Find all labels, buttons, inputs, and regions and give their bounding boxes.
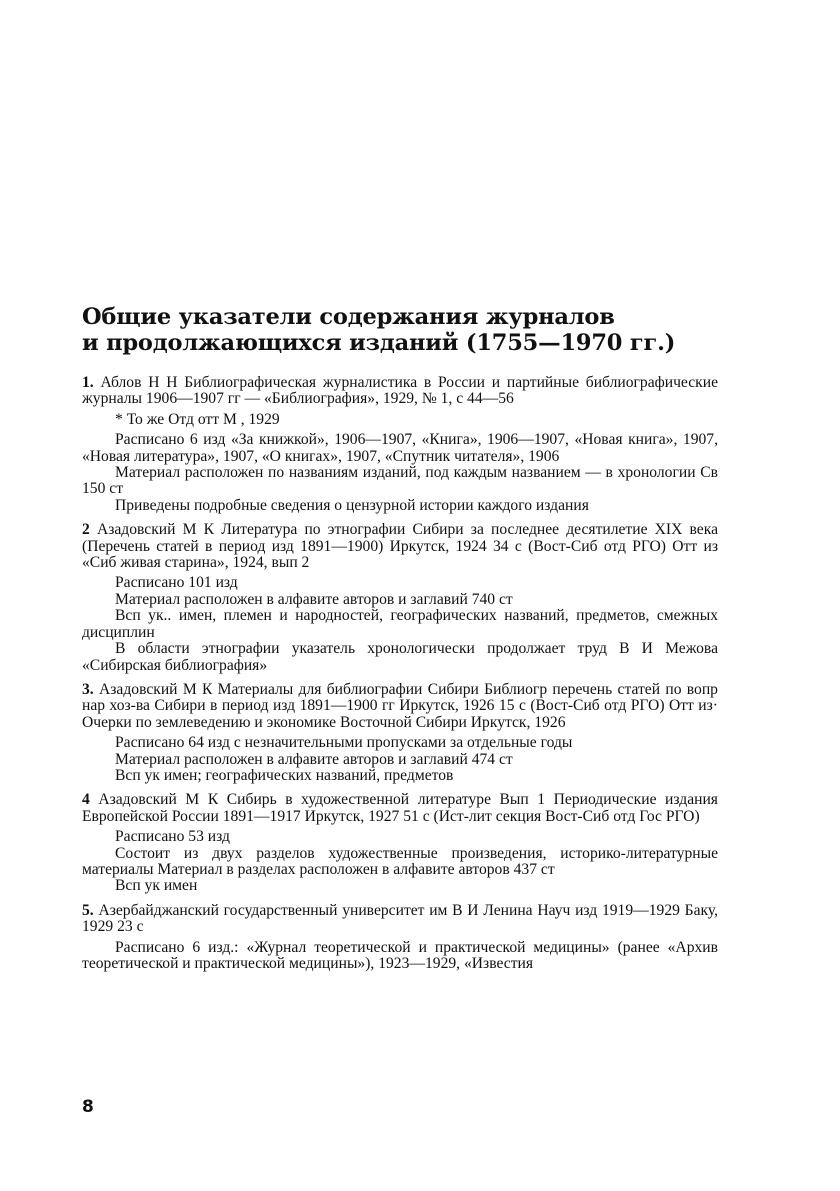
entry-note: Материал расположен по названиям изданий, под каждым названием — в хронологии Св 150 ст: [82, 464, 718, 498]
entry-note: * То же Отд отт М , 1929: [115, 410, 280, 428]
entry-citation-text: Азербайджанский государственный университет им В И Ленина Науч изд 1919—1929 Баку, 1929 23 с: [82, 901, 718, 936]
entry-note: Материал расположен в алфавите авторов и заглавий 740 ст: [115, 590, 513, 608]
entry-citation-text: Аблов Н Н Библиографическая журналистика в России и партийные библиографические журналы 1906—1907 гг — «Библиография», 1929, № 1, с 44—56: [82, 374, 719, 408]
bibliography-entry-1: [82, 375, 718, 514]
entry-citation: [82, 682, 718, 731]
entry-number: 1.: [82, 374, 94, 391]
entry-note: Всп ук.. имен, племен и народностей, географических названий, предметов, смежных дисциплин: [82, 607, 718, 641]
heading-line-1: Общие указатели содержания журналов: [82, 304, 615, 331]
entry-number: 4: [82, 791, 90, 809]
book-page: [82, 0, 718, 1191]
entry-number: 3.: [82, 680, 94, 698]
heading-line-2: и продолжающихся изданий (1755—1970 гг.): [82, 330, 676, 357]
entry-note: Расписано 6 изд «За книжкой», 1906—1907, «Книга», 1906—1907, «Новая книга», 1907, «Новая литература», 1907, «О книгах», 1907, «Спутник читателя», 1906: [82, 431, 718, 465]
section-heading: [82, 304, 718, 356]
entry-note: Всп ук имен: [115, 877, 198, 895]
entry-note: Всп ук имен; географических названий, предметов: [115, 766, 454, 784]
entry-note: Расписано 6 изд.: «Журнал теоретической и практической медицины» (ранее «Архив теоретической и практической медицины»), 1923—1929, «Известия: [82, 938, 718, 972]
entry-number: 5.: [82, 901, 94, 919]
entry-note: Расписано 53 изд: [115, 828, 230, 846]
bibliography-entry-5: [82, 903, 718, 973]
entry-citation: [82, 903, 718, 936]
entry-citation-text: Азадовский М К Литература по этнографии Сибири за последнее десятилетие XIX века (Перечень статей в период изд 1891—1900) Иркутск, 1924 34 с (Вост-Сиб отд РГО) Отт из «Сиб живая старина», 1924, вып 2: [82, 521, 718, 572]
entry-note: Расписано 64 изд с незначительными пропусками за отдельные годы: [115, 734, 573, 752]
entry-note: Приведены подробные сведения о цензурной истории каждого издания: [115, 496, 589, 514]
bibliography-entry-2: [82, 522, 718, 674]
bibliography-entry-4: [82, 792, 718, 894]
entry-note: Состоит из двух разделов художественные произведения, историко-литературные материалы Материал в разделах расположен в алфавите авторов 437 ст: [82, 844, 718, 878]
entry-citation: [82, 522, 718, 571]
entry-citation: [82, 792, 718, 825]
entry-note: Материал расположен в алфавите авторов и заглавий 474 ст: [115, 750, 513, 768]
entry-number: 2: [82, 521, 90, 539]
page-number: 8: [82, 1097, 94, 1117]
bibliography-entries: [82, 375, 718, 980]
entry-note: Расписано 101 изд: [115, 574, 238, 592]
bibliography-entry-3: [82, 682, 718, 784]
entry-citation: [82, 375, 718, 408]
entry-citation-text: Азадовский М К Сибирь в художественной литературе Вып 1 Периодические издания Европейской России 1891—1917 Иркутск, 1927 51 с (Ист-лит секция Вост-Сиб отд Гос РГО): [82, 791, 718, 825]
entry-citation-text: Азадовский М К Материалы для библиографии Сибири Библиогр перечень статей по вопр нар хоз-ва Сибири в период изд 1891—1900 гг Иркутск, 1926 15 с (Вост-Сиб отд РГО) Отт из· Очерки по землеведению и экономике Восточной Сибири Иркутск, 1926: [82, 680, 718, 731]
entry-note: В области этнографии указатель хронологически продолжает труд В И Межова «Сибирская библиография»: [82, 640, 718, 674]
